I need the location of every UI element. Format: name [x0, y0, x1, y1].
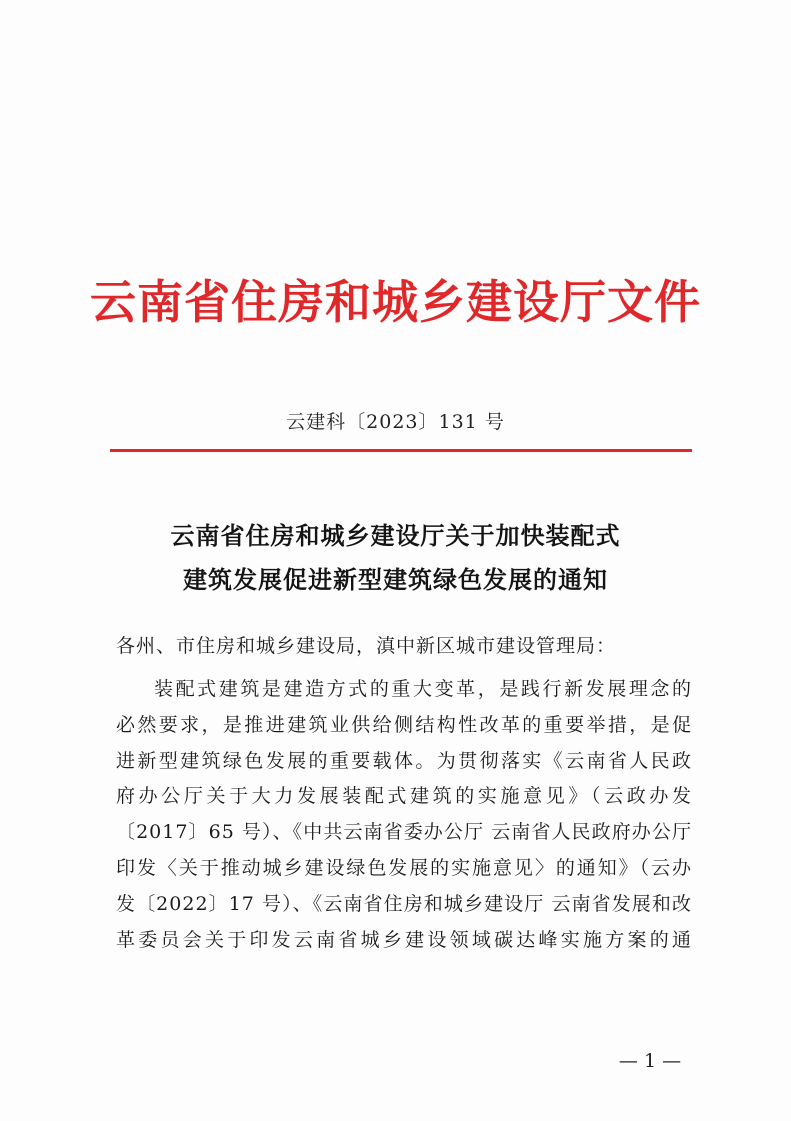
body-line: 革委员会关于印发云南省城乡建设领域碳达峰实施方案的通 — [116, 928, 692, 951]
body-line: 必然要求，是推进建筑业供给侧结构性改革的重要举措，是促 — [116, 713, 692, 736]
body-line: 印发〈关于推动城乡建设绿色发展的实施意见〉的通知》（云办 — [116, 856, 692, 879]
red-divider-line — [110, 449, 692, 452]
body-paragraph — [116, 672, 692, 958]
body-line: 发〔2022〕17 号）、《云南省住房和城乡建设厅 云南省发展和改 — [116, 892, 692, 915]
body-line: 进新型建筑绿色发展的重要载体。为贯彻落实《云南省人民政 — [116, 749, 692, 772]
notice-title — [0, 514, 791, 602]
body-line: 〔2017〕65 号）、《中共云南省委办公厅 云南省人民政府办公厅 — [116, 821, 692, 844]
notice-title-line-1: 云南省住房和城乡建设厅关于加快装配式 — [170, 522, 621, 550]
page-number: — 1 — — [618, 1050, 682, 1072]
document-number: 云建科〔2023〕131 号 — [286, 411, 505, 433]
addressee: 各州、市住房和城乡建设局，滇中新区城市建设管理局： — [116, 635, 617, 657]
issuing-authority-title: 云南省住房和城乡建设厅文件 — [90, 275, 701, 329]
notice-title-line-2: 建筑发展促进新型建筑绿色发展的通知 — [183, 566, 608, 594]
body-line: 府办公厅关于大力发展装配式建筑的实施意见》（云政办发 — [116, 785, 692, 808]
body-line: 装配式建筑是建造方式的重大变革，是践行新发展理念的 — [154, 678, 692, 700]
